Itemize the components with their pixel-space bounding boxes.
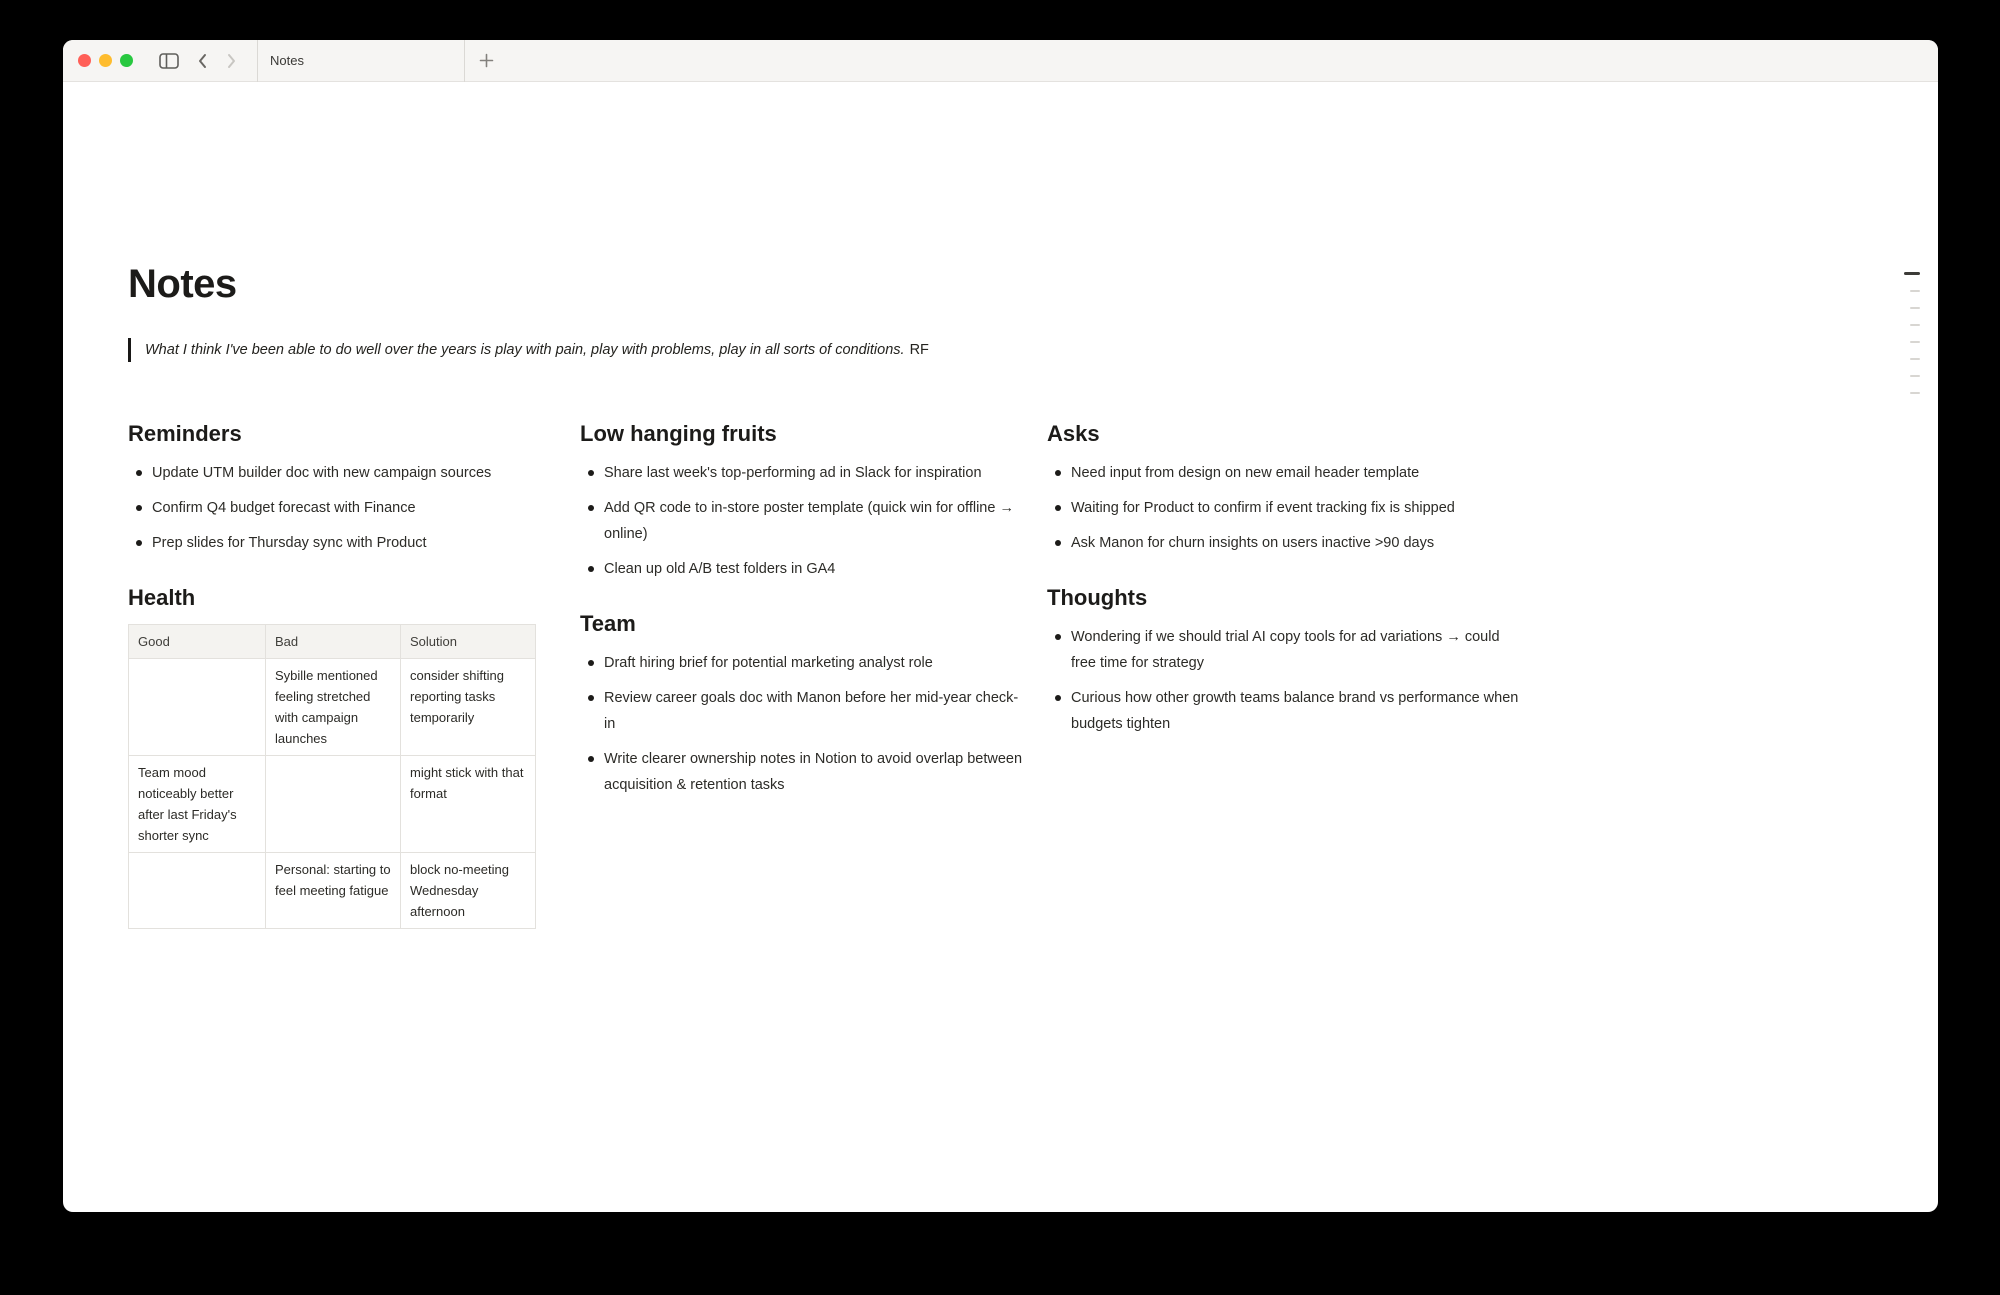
tab-notes[interactable] (257, 40, 465, 82)
list-item[interactable]: Wondering if we should trial AI copy tools for ad variations → could free time for strategy (1047, 624, 1527, 676)
table-cell[interactable] (129, 853, 266, 929)
table-header-solution[interactable]: Solution (401, 625, 536, 659)
window-controls (63, 54, 133, 67)
list-item[interactable]: Review career goals doc with Manon before her mid-year check-in (580, 685, 1025, 737)
notes-window (63, 40, 1938, 1212)
columns-layout (128, 420, 1938, 929)
list-item[interactable]: Add QR code to in-store poster template (quick win for offline → online) (580, 495, 1025, 547)
quote-text: What I think I've been able to do well over the years is play with pain, play with problems, play in all sorts of conditions. (145, 342, 905, 358)
table-row (129, 659, 536, 756)
new-tab-icon[interactable] (479, 53, 494, 68)
outline-dash (1910, 290, 1920, 292)
list-item[interactable]: Clean up old A/B test folders in GA4 (580, 556, 1025, 582)
zoom-window-button[interactable] (120, 54, 133, 67)
table-header-row (129, 625, 536, 659)
outline-dash (1910, 392, 1920, 394)
list-item[interactable]: Write clearer ownership notes in Notion to avoid overlap between acquisition & retention tasks (580, 746, 1025, 798)
section-reminders (128, 420, 558, 556)
column-3 (1047, 420, 1527, 746)
table-cell[interactable]: might stick with that format (401, 756, 536, 853)
outline-dash-active (1904, 272, 1920, 275)
health-table (128, 624, 536, 929)
back-icon[interactable] (195, 52, 211, 70)
team-list (580, 650, 1025, 798)
list-item[interactable]: Share last week's top-performing ad in Slack for inspiration (580, 460, 1025, 486)
section-health (128, 584, 558, 929)
quote-attribution: RF (909, 342, 929, 358)
table-cell[interactable]: block no-meeting Wednesday afternoon (401, 853, 536, 929)
outline-dash (1910, 375, 1920, 377)
section-heading-health[interactable]: Health (128, 585, 196, 610)
list-item[interactable]: Ask Manon for churn insights on users inactive >90 days (1047, 530, 1527, 556)
table-header-bad[interactable]: Bad (266, 625, 401, 659)
outline-dash (1910, 341, 1920, 343)
list-item[interactable]: Confirm Q4 budget forecast with Finance (128, 495, 558, 521)
column-1 (128, 420, 558, 929)
outline-dash (1910, 324, 1920, 326)
window-titlebar (63, 40, 1938, 82)
section-thoughts (1047, 584, 1527, 737)
asks-list (1047, 460, 1527, 556)
table-cell[interactable]: Personal: starting to feel meeting fatigue (266, 853, 401, 929)
reminders-list (128, 460, 558, 556)
table-row (129, 756, 536, 853)
list-item[interactable]: Draft hiring brief for potential marketing analyst role (580, 650, 1025, 676)
quote-block[interactable] (128, 338, 1498, 362)
list-item[interactable]: Need input from design on new email header template (1047, 460, 1527, 486)
list-item[interactable]: Curious how other growth teams balance brand vs performance when budgets tighten (1047, 685, 1527, 737)
section-low-hanging-fruits (580, 420, 1025, 582)
forward-icon[interactable] (223, 52, 239, 70)
table-cell[interactable]: Sybille mentioned feeling stretched with campaign launches (266, 659, 401, 756)
outline-dash (1910, 358, 1920, 360)
table-cell[interactable] (129, 659, 266, 756)
section-heading-team[interactable]: Team (580, 611, 636, 636)
column-2 (580, 420, 1025, 807)
outline-dash (1910, 307, 1920, 309)
low-hanging-fruits-list (580, 460, 1025, 582)
table-cell[interactable] (266, 756, 401, 853)
section-heading-reminders[interactable]: Reminders (128, 421, 242, 446)
table-cell[interactable]: consider shifting reporting tasks temporarily (401, 659, 536, 756)
section-heading-low-hanging-fruits[interactable]: Low hanging fruits (580, 421, 777, 446)
sidebar-toggle-icon[interactable] (159, 53, 179, 69)
outline-indicator[interactable] (1904, 272, 1920, 394)
close-window-button[interactable] (78, 54, 91, 67)
minimize-window-button[interactable] (99, 54, 112, 67)
table-row (129, 853, 536, 929)
section-team (580, 610, 1025, 798)
table-cell[interactable]: Team mood noticeably better after last Friday's shorter sync (129, 756, 266, 853)
thoughts-list (1047, 624, 1527, 737)
page-title[interactable]: Notes (128, 262, 237, 306)
section-heading-asks[interactable]: Asks (1047, 421, 1100, 446)
list-item[interactable]: Prep slides for Thursday sync with Product (128, 530, 558, 556)
table-header-good[interactable]: Good (129, 625, 266, 659)
section-asks (1047, 420, 1527, 556)
list-item[interactable]: Waiting for Product to confirm if event tracking fix is shipped (1047, 495, 1527, 521)
list-item[interactable]: Update UTM builder doc with new campaign sources (128, 460, 558, 486)
note-content (63, 262, 1938, 929)
tab-title: Notes (270, 53, 304, 68)
section-heading-thoughts[interactable]: Thoughts (1047, 585, 1148, 610)
